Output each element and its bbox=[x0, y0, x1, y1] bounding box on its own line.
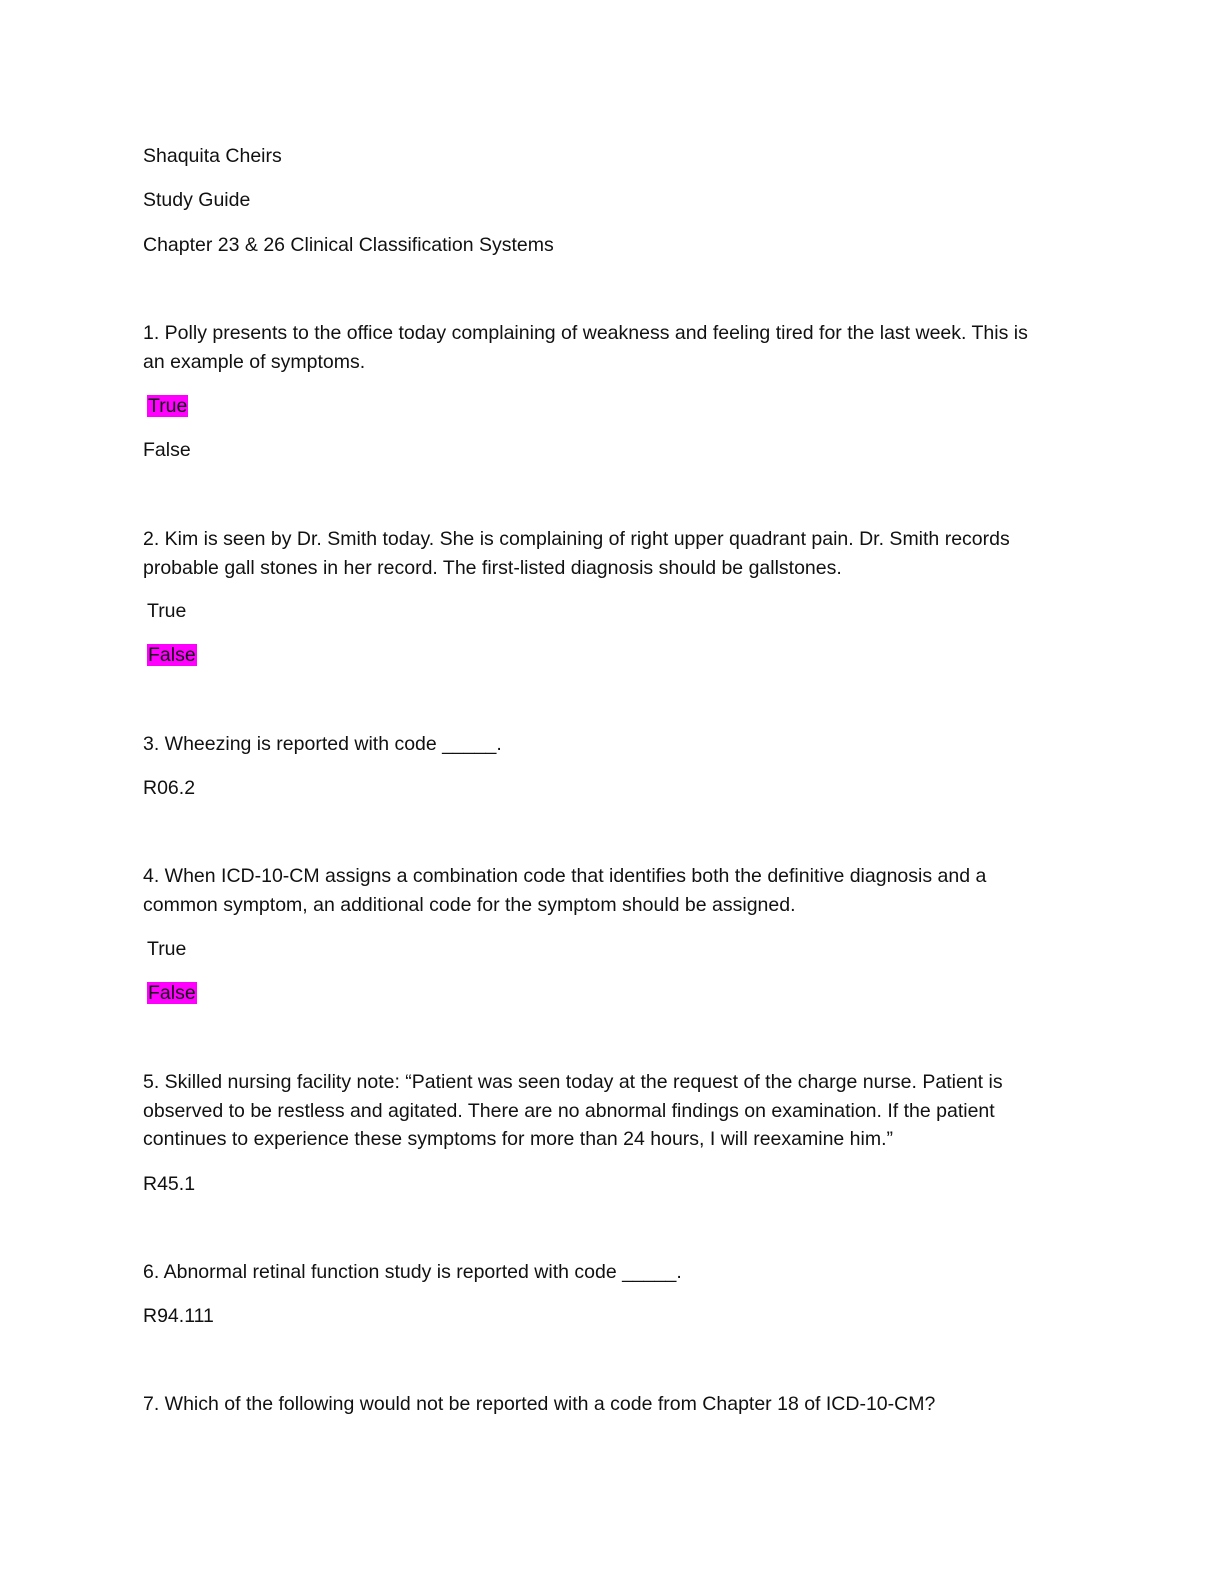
question-2 bbox=[143, 525, 1063, 582]
question-1-line-1: 1. Polly presents to the office today complaining of weakness and feeling tired for the last week. This is bbox=[143, 322, 1028, 344]
question-5-line-3: continues to experience these symptoms for more than 24 hours, I will reexamine him.” bbox=[143, 1128, 894, 1150]
question-5-line-1: 5. Skilled nursing facility note: “Patient was seen today at the request of the charge nurse. Patient is bbox=[143, 1071, 1003, 1093]
question-1-option-false: False bbox=[143, 439, 191, 461]
question-4-option-true: True bbox=[147, 938, 187, 960]
question-4-line-1: 4. When ICD-10-CM assigns a combination code that identifies both the definitive diagnosis and a bbox=[143, 865, 987, 887]
question-6: 6. Abnormal retinal function study is reported with code _____. bbox=[143, 1261, 682, 1283]
selected-answer-highlight: False bbox=[148, 644, 196, 666]
question-4-line-2: common symptom, an additional code for the symptom should be assigned. bbox=[143, 893, 796, 916]
question-3-answer: R06.2 bbox=[143, 777, 196, 799]
question-3: 3. Wheezing is reported with code _____. bbox=[143, 733, 502, 755]
author-name: Shaquita Cheirs bbox=[143, 145, 282, 167]
question-5-line-2: observed to be restless and agitated. There are no abnormal findings on examination. If the patient bbox=[143, 1099, 995, 1122]
question-6-answer: R94.111 bbox=[143, 1305, 214, 1327]
question-2-option-false bbox=[147, 643, 197, 668]
chapter-title: Chapter 23 & 26 Clinical Classification Systems bbox=[143, 234, 554, 256]
question-2-line-2: probable gall stones in her record. The first-listed diagnosis should be gallstones. bbox=[143, 556, 842, 579]
selected-answer-highlight: False bbox=[148, 982, 196, 1004]
question-4 bbox=[143, 862, 1063, 919]
question-2-line-1: 2. Kim is seen by Dr. Smith today. She is complaining of right upper quadrant pain. Dr. Smith records bbox=[143, 528, 1010, 550]
question-7: 7. Which of the following would not be reported with a code from Chapter 18 of ICD-10-CM? bbox=[143, 1393, 936, 1415]
selected-answer-highlight: True bbox=[148, 395, 188, 417]
question-1-line-2: an example of symptoms. bbox=[143, 350, 366, 373]
question-1-option-true bbox=[147, 394, 188, 419]
question-2-option-true: True bbox=[147, 600, 187, 622]
question-1 bbox=[143, 319, 1063, 376]
question-4-option-false bbox=[147, 981, 197, 1006]
document-title: Study Guide bbox=[143, 189, 251, 211]
question-5-answer: R45.1 bbox=[143, 1173, 196, 1195]
question-5 bbox=[143, 1068, 1063, 1154]
